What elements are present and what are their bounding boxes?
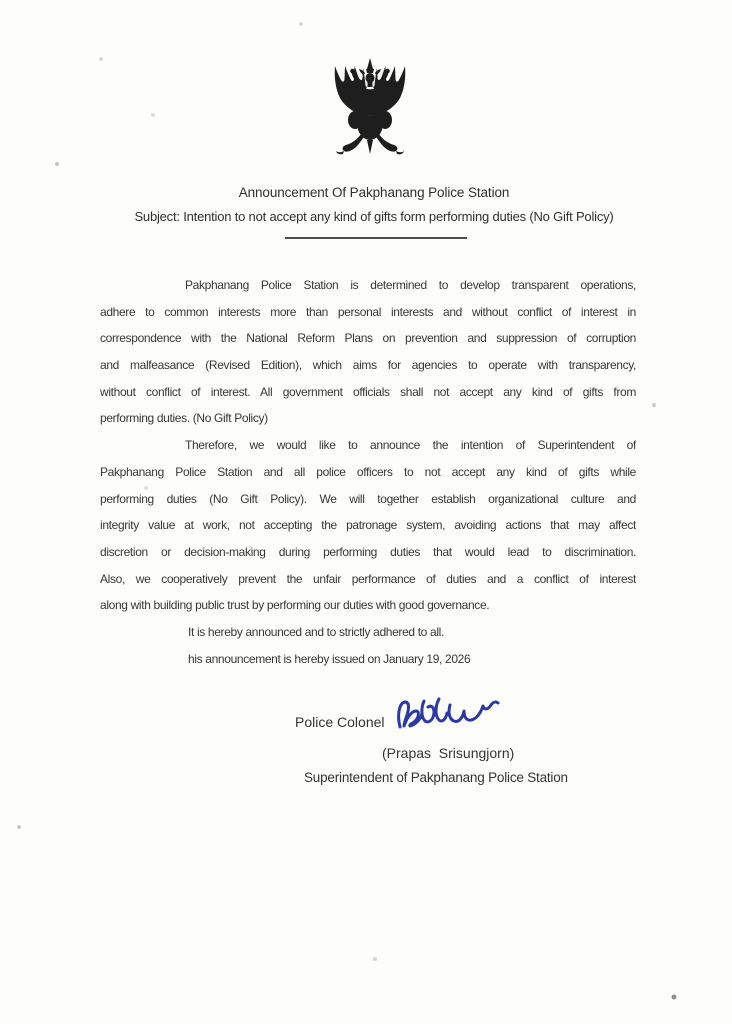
document-body [100,272,636,672]
text-line: discretion or decision-making during performing duties that would lead to discrimination. [100,544,636,559]
garuda-emblem-icon [323,57,417,164]
signature-stroke [399,699,498,727]
text-line: Pakphanang Police Station is determined to develop transparent operations, [185,278,636,292]
text-line: performing duties (No Gift Policy). We will together establish organizational culture and [100,491,636,506]
text-line: and malfeasance (Revised Edition), which aims for agencies to operate with transparency, [100,358,636,373]
text-line: adhere to common interests more than personal interests and without conflict of interest in [100,304,636,319]
document-subject: Subject: Intention to not accept any kind of gifts form performing duties (No Gift Policy) [134,209,614,224]
text-line: correspondence with the National Reform Plans on prevention and suppression of corruption [100,331,636,346]
signature-block [295,705,635,805]
signatory-position: Superintendent of Pakphanang Police Station [304,770,568,785]
text-line: performing duties. (No Gift Policy) [100,411,268,426]
text-line: along with building public trust by performing our duties with good governance. [100,598,490,613]
signatory-name: (Prapas Srisungjorn) [382,745,515,761]
text-line: without conflict of interest. All government officials shall not accept any kind of gifts from [100,384,636,399]
document-title: Announcement Of Pakphanang Police Station [238,185,510,200]
closing-statement: It is hereby announced and to strictly adhered to all. [188,624,444,639]
text-line: integrity value at work, not accepting the patronage system, avoiding actions that may affect [100,518,636,533]
issue-date-line: his announcement is hereby issued on January 19, 2026 [188,651,471,666]
signature-rank-label: Police Colonel [295,714,385,730]
text-line: Therefore, we would like to announce the intention of Superintendent of [185,438,636,453]
handwritten-signature [393,693,508,737]
text-line: Also, we cooperatively prevent the unfair performance of duties and a conflict of interest [100,571,636,586]
text-line: Pakphanang Police Station and all police officers to not accept any kind of gifts while [100,464,636,479]
paragraph-2 [100,432,636,619]
scan-noise [0,0,2,2]
header-divider [285,237,467,239]
paragraph-1 [100,272,636,432]
